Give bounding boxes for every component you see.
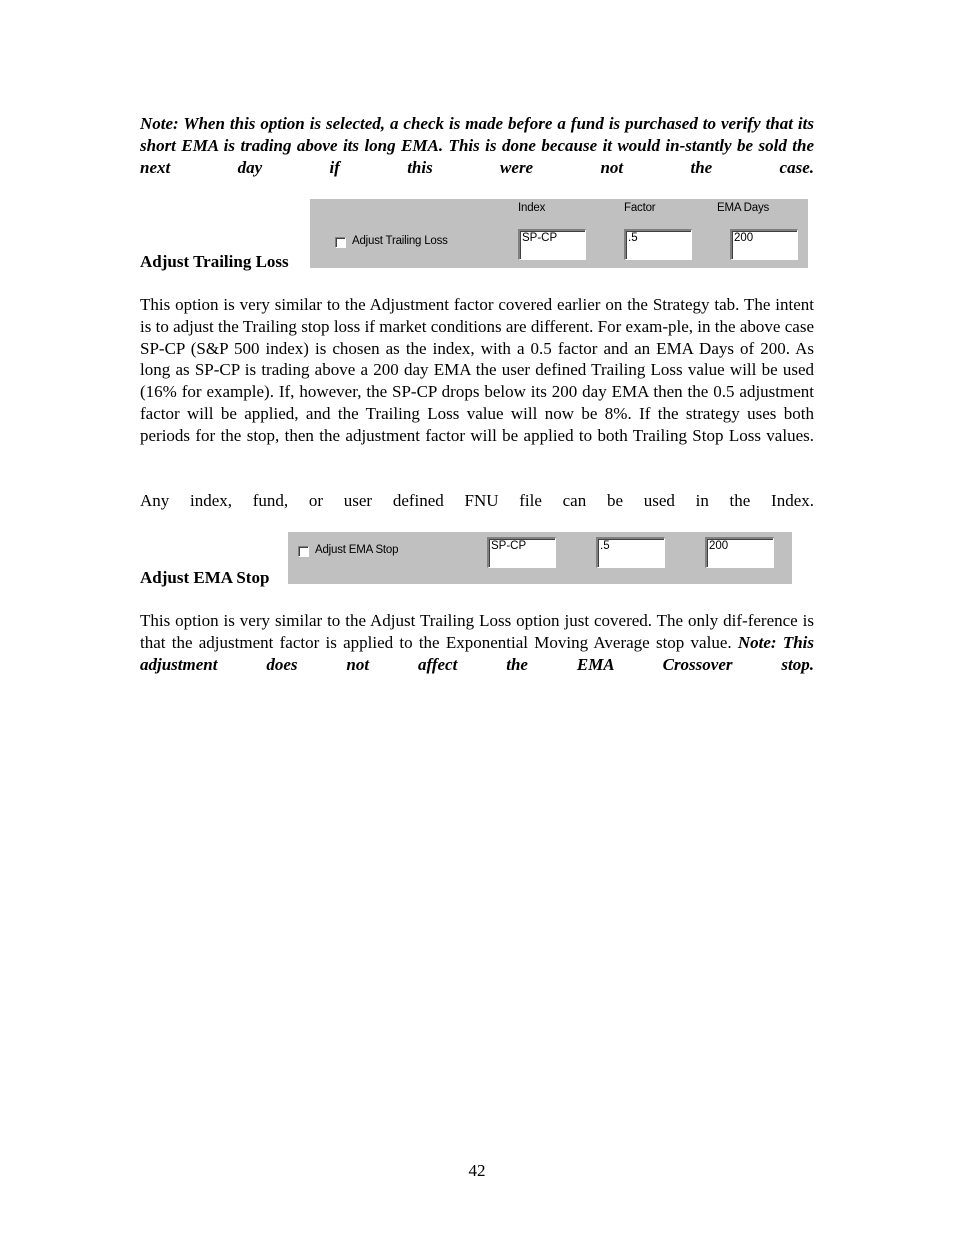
adjust-trailing-loss-heading: Adjust Trailing Loss bbox=[140, 252, 289, 271]
ema-stop-explanation-text: This option is very similar to the Adjust Trailing Loss option just covered. The only dif-ference is that the adjustment factor is applied to the Exponential Moving Average stop value. bbox=[140, 611, 814, 652]
adjust-trailing-loss-checkbox[interactable] bbox=[335, 237, 346, 248]
adjust-trailing-loss-panel bbox=[310, 199, 808, 268]
index-column-label: Index bbox=[518, 202, 546, 214]
adjust-ema-stop-panel bbox=[288, 532, 792, 584]
ema-crossover-note: Note: This adjustment does not affect the EMA Crossover stop. bbox=[140, 632, 814, 674]
index-input[interactable]: SP-CP bbox=[518, 229, 586, 260]
adjust-trailing-loss-checkbox-label[interactable]: Adjust Trailing Loss bbox=[352, 235, 448, 247]
ema-stop-index-input[interactable]: SP-CP bbox=[487, 537, 556, 568]
ema-days-column-label: EMA Days bbox=[717, 202, 770, 214]
trailing-loss-explanation: This option is very similar to the Adjustment factor covered earlier on the Strategy tab. The intent is to adjust the Trailing stop loss if market conditions are different. For exam-ple, in the above case SP-CP (S&P 500 index) is chosen as the index, with a 0.5 factor and an EMA Days of 200. As long as SP-CP is trading above a 200 day EMA the user defined Trailing Loss value will be used (16% for example). If, however, the SP-CP drops below its 200 day EMA then the 0.5 adjustment factor will be applied, and the Trailing Loss value will now be 8%. If the strategy uses both periods for the stop, then the adjustment factor will be applied to both Trailing Stop Loss values. bbox=[140, 295, 814, 445]
factor-input[interactable]: .5 bbox=[624, 229, 692, 260]
note-paragraph: Note: When this option is selected, a check is made before a fund is purchased to verify that its short EMA is trading above its long EMA. This is done because it would in-stantly be sold the next day if this were not the case. bbox=[140, 114, 814, 177]
ema-stop-factor-input[interactable]: .5 bbox=[596, 537, 665, 568]
index-usage-note: Any index, fund, or user defined FNU file can be used in the Index. bbox=[140, 491, 814, 510]
page-number: 42 bbox=[468, 1161, 486, 1180]
ema-stop-explanation bbox=[140, 610, 814, 697]
adjust-ema-stop-checkbox-label[interactable]: Adjust EMA Stop bbox=[315, 544, 399, 556]
adjust-ema-stop-checkbox[interactable] bbox=[298, 546, 309, 557]
factor-column-label: Factor bbox=[624, 202, 656, 214]
ema-stop-ema-days-input[interactable]: 200 bbox=[705, 537, 774, 568]
ema-days-input[interactable]: 200 bbox=[730, 229, 798, 260]
adjust-ema-stop-heading: Adjust EMA Stop bbox=[140, 568, 270, 587]
